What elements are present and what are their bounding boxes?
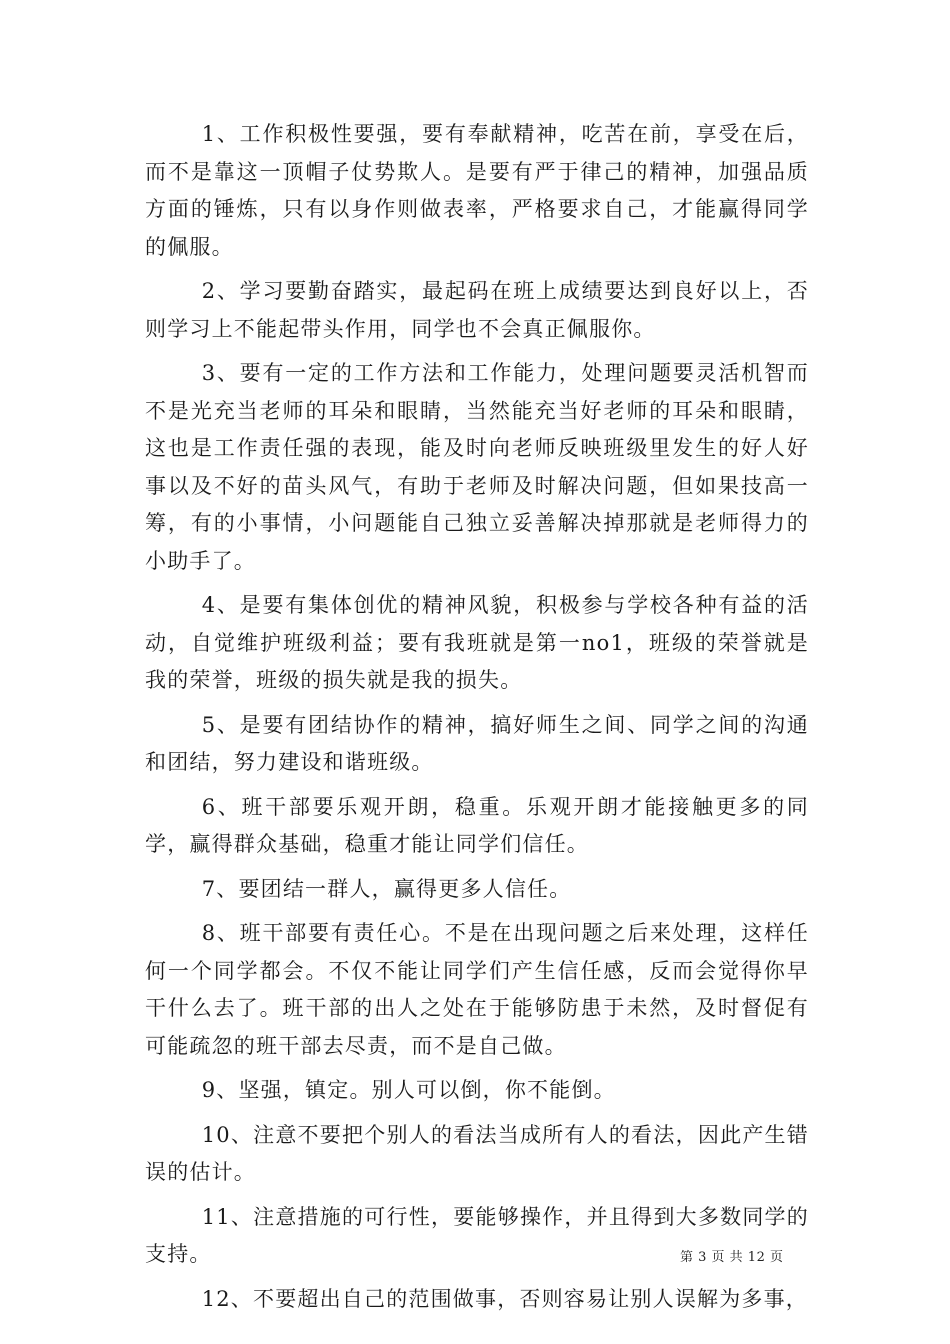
document-body <box>145 116 809 1325</box>
paragraph-8: 8、班干部要有责任心。不是在出现问题之后来处理，这样任何一个同学都会。不仅不能让同学们产生信任感，反而会觉得你早干什么去了。班干部的出人之处在于能够防患于未然，及时督促有可能疏忽的班干部去尽责，而不是自己做。 <box>145 921 809 1058</box>
paragraph-2: 2、学习要勤奋踏实，最起码在班上成绩要达到良好以上，否则学习上不能起带头作用，同学也不会真正佩服你。 <box>145 279 809 341</box>
paragraph-11: 11、注意措施的可行性，要能够操作，并且得到大多数同学的支持。 <box>145 1204 809 1266</box>
paragraph-3: 3、要有一定的工作方法和工作能力，处理问题要灵活机智而不是光充当老师的耳朵和眼睛，当然能充当好老师的耳朵和眼睛，这也是工作责任强的表现，能及时向老师反映班级里发生的好人好事以及不好的苗头风气，有助于老师及时解决问题，但如果技高一筹，有的小事情，小问题能自己独立妥善解决掉那就是老师得力的小助手了。 <box>145 361 809 573</box>
paragraph-12: 12、不要超出自己的范围做事，否则容易让别人误解为多事， <box>201 1286 809 1311</box>
paragraph-7: 7、要团结一群人，赢得更多人信任。 <box>201 876 572 901</box>
paragraph-9: 9、坚强，镇定。别人可以倒，你不能倒。 <box>201 1078 616 1102</box>
paragraph-4: 4、是要有集体创优的精神风貌，积极参与学校各种有益的活动，自觉维护班级利益；要有我班就是第一no1，班级的荣誉就是我的荣誉，班级的损失就是我的损失。 <box>145 593 809 692</box>
paragraph-1: 1、工作积极性要强，要有奉献精神，吃苦在前，享受在后，而不是靠这一顶帽子仗势欺人。是要有严于律己的精神，加强品质方面的锤炼，只有以身作则做表率，严格要求自己，才能赢得同学的佩服。 <box>145 122 809 259</box>
page-number-footer: 第 3 页 共 12 页 <box>680 1250 784 1265</box>
paragraph-10: 10、注意不要把个别人的看法当成所有人的看法，因此产生错误的估计。 <box>145 1122 809 1184</box>
paragraph-5: 5、是要有团结协作的精神，搞好师生之间、同学之间的沟通和团结，努力建设和谐班级。 <box>145 712 809 774</box>
paragraph-6: 6、班干部要乐观开朗，稳重。乐观开朗才能接触更多的同学，赢得群众基础，稳重才能让同学们信任。 <box>145 794 809 856</box>
